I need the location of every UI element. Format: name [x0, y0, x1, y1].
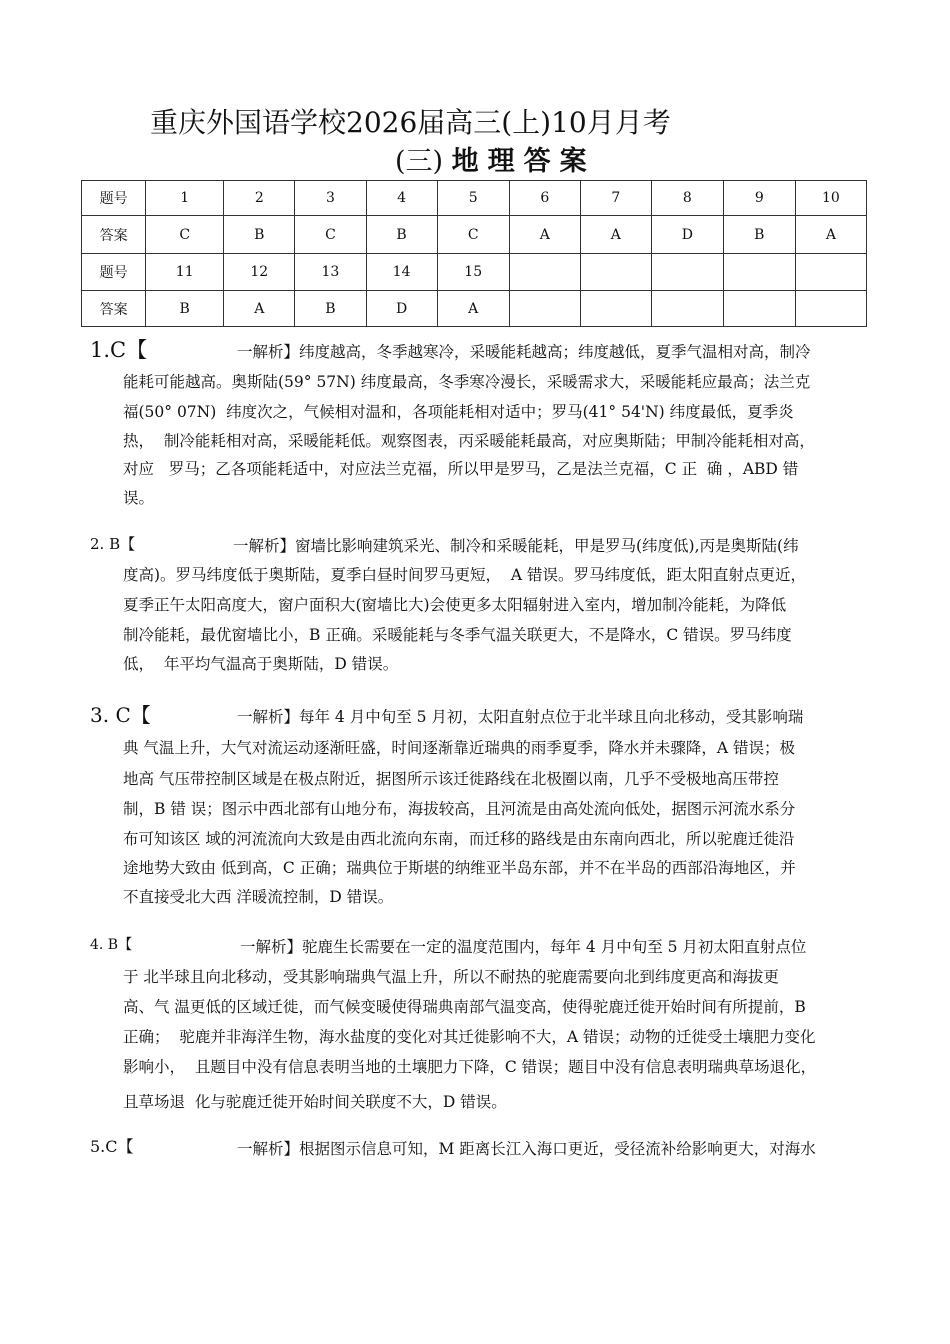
table-cell — [509, 254, 580, 291]
answer-number: 5.C【 — [90, 1137, 134, 1156]
table-cell: 9 — [723, 181, 795, 216]
table-row — [82, 254, 867, 291]
explanation-line: 影响小， 且题目中没有信息表明当地的土壤肥力下降，C 错误；题目中没有信息表明瑞典草场退化， — [123, 1058, 817, 1076]
table-cell — [580, 291, 651, 327]
table-cell: B — [295, 291, 366, 327]
explanation-line: 能耗可能越高。奥斯陆(59° 57N) 纬度最高，冬季寒冷漫长，采暖需求大，采暖能耗应最高；法兰克 — [123, 373, 811, 391]
table-cell: 11 — [146, 254, 224, 291]
row-header-cell: 答案 — [82, 216, 146, 254]
table-cell: B — [723, 216, 795, 254]
answer-table — [81, 180, 867, 327]
row-header-cell: 题号 — [82, 254, 146, 291]
explanation-line: 不直接受北大西 洋暖流控制，D 错误。 — [123, 888, 394, 906]
table-cell: 8 — [651, 181, 723, 216]
explanation-line: 对应 罗马；乙各项能耗适中，对应法兰克福，所以甲是罗马，乙是法兰克福，C 正 确 ，ABD 错 — [123, 460, 799, 478]
table-cell — [723, 254, 795, 291]
table-cell: C — [437, 216, 509, 254]
answer-number: 3. C【 — [90, 703, 151, 727]
explanation-line: 度高)。罗马纬度低于奥斯陆，夏季白昼时间罗马更短， A 错误。罗马纬度低，距太阳直射点更近， — [123, 566, 807, 584]
explanation-line: 地高 气压带控制区域是在极点附近，据图所示该迁徙路线在北极圈以南，几乎不受极地高压带控 — [123, 770, 779, 788]
explanation-line: 布可知该区 域的河流流向大致是由西北流向东南，而迁移的路线是由东南向西北，所以驼鹿迁徙沿 — [123, 830, 795, 848]
table-cell: D — [651, 216, 723, 254]
table-cell — [580, 254, 651, 291]
explanation-line: 一解析】每年 4 月中旬至 5 月初，太阳直射点位于北半球且向北移动，受其影响瑞 — [237, 708, 804, 726]
table-cell: 14 — [366, 254, 437, 291]
table-cell: A — [580, 216, 651, 254]
explanation-line: 典 气温上升，大气对流运动逐渐旺盛，时间逐渐靠近瑞典的雨季夏季，降水并未骤降，A 错误；极 — [123, 739, 796, 757]
table-cell — [723, 291, 795, 327]
table-cell — [651, 254, 723, 291]
explanation-line: 高、气 温更低的区域迁徙，而气候变暖使得瑞典南部气温变高，使得驼鹿迁徙开始时间有所提前，B — [123, 998, 806, 1016]
answer-number: 2. B【 — [90, 535, 136, 553]
explanation-line: 误。 — [123, 489, 155, 507]
explanation-line: 且草场退 化与驼鹿迁徙开始时间关联度不大，D 错误。 — [123, 1093, 507, 1111]
table-row — [82, 181, 867, 216]
explanation-line: 一解析】纬度越高，冬季越寒冷，采暖能耗越高；纬度越低，夏季气温相对高，制冷 — [237, 343, 811, 361]
table-cell: B — [146, 291, 224, 327]
explanation-line: 一解析】窗墙比影响建筑采光、制冷和采暖能耗，甲是罗马(纬度低),丙是奥斯陆(纬 — [233, 537, 799, 555]
subtitle-main: 地理答案 — [451, 146, 596, 177]
table-cell: B — [224, 216, 295, 254]
table-cell — [795, 254, 866, 291]
table-cell: A — [795, 216, 866, 254]
explanation-line: 正确； 驼鹿并非海洋生物，海水盐度的变化对其迁徙影响不大，A 错误；动物的迁徙受土壤肥力变化 — [123, 1028, 816, 1046]
table-cell: C — [295, 216, 366, 254]
document-title: 重庆外国语学校2026届高三(上)10月月考 — [150, 106, 671, 139]
answer-number: 4. B【 — [90, 937, 133, 953]
table-cell: 10 — [795, 181, 866, 216]
table-cell — [509, 291, 580, 327]
table-cell: 13 — [295, 254, 366, 291]
table-cell: A — [509, 216, 580, 254]
table-cell — [651, 291, 723, 327]
table-cell: 6 — [509, 181, 580, 216]
explanation-line: 一解析】根据图示信息可知，M 距离长江入海口更近，受径流补给影响更大，对海水 — [237, 1140, 816, 1158]
table-cell: 1 — [146, 181, 224, 216]
subtitle-prefix: (三) — [395, 146, 444, 177]
table-cell: 3 — [295, 181, 366, 216]
table-row — [82, 291, 867, 327]
table-cell: 4 — [366, 181, 437, 216]
table-cell: 5 — [437, 181, 509, 216]
table-cell: 7 — [580, 181, 651, 216]
table-row — [82, 216, 867, 254]
answer-number: 1.C【 — [90, 338, 148, 362]
table-cell — [795, 291, 866, 327]
table-cell: 12 — [224, 254, 295, 291]
row-header-cell: 答案 — [82, 291, 146, 327]
table-cell: 2 — [224, 181, 295, 216]
explanation-line: 途地势大致由 低到高，C 正确；瑞典位于斯堪的纳维亚半岛东部，并不在半岛的西部沿海地区，并 — [123, 859, 796, 877]
table-cell: D — [366, 291, 437, 327]
explanation-line: 制冷能耗，最优窗墙比小，B 正确。采暖能耗与冬季气温关联更大，不是降水，C 错误。罗马纬度 — [123, 626, 792, 644]
table-cell: A — [224, 291, 295, 327]
explanation-line: 夏季正午太阳高度大，窗户面积大(窗墙比大)会使更多太阳辐射进入室内，增加制冷能耗，为降低 — [123, 596, 787, 614]
table-cell: C — [146, 216, 224, 254]
explanation-line: 一解析】驼鹿生长需要在一定的温度范围内，每年 4 月中旬至 5 月初太阳直射点位 — [240, 938, 807, 956]
explanation-line: 热， 制冷能耗相对高，采暖能耗低。观察图表，丙采暖能耗最高，对应奥斯陆；甲制冷能耗相对高， — [123, 432, 815, 450]
explanation-line: 低， 年平均气温高于奥斯陆，D 错误。 — [123, 655, 399, 673]
explanation-line: 制，B 错 误；图示中西北部有山地分布，海拔较高，且河流是由高处流向低处，据图示河流水系分 — [123, 800, 796, 818]
document-subtitle — [395, 139, 596, 178]
explanation-line: 于 北半球且向北移动，受其影响瑞典气温上升，所以不耐热的驼鹿需要向北到纬度更高和海拔更 — [123, 968, 779, 986]
explanation-line: 福(50° 07N) 纬度次之，气候相对温和，各项能耗相对适中；罗马(41° 54'N) 纬度最低，夏季炎 — [123, 403, 794, 421]
table-cell: 15 — [437, 254, 509, 291]
table-cell: B — [366, 216, 437, 254]
row-header-cell: 题号 — [82, 181, 146, 216]
table-cell: A — [437, 291, 509, 327]
